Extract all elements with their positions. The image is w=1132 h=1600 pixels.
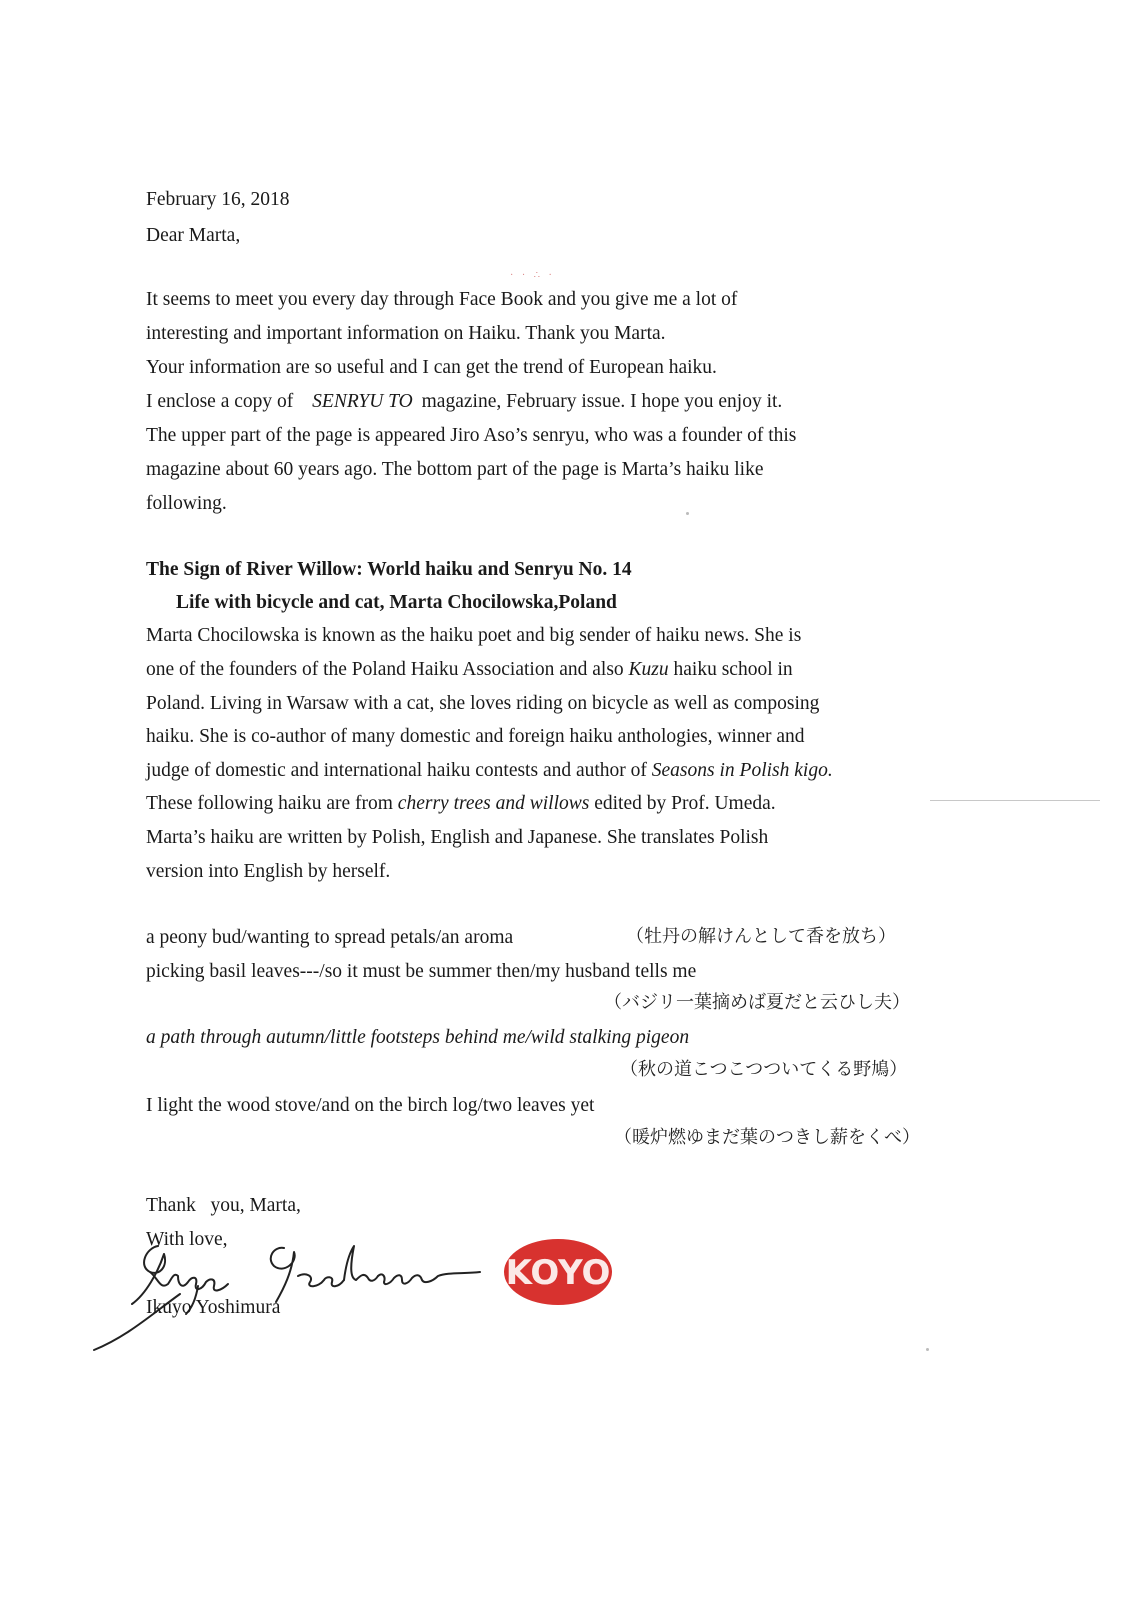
haiku-2-japanese: （バジリ一葉摘めば夏だと云ひし夫） bbox=[604, 992, 910, 1013]
intro-line-1: It seems to meet you every day through Face Book and you give me a lot of bbox=[146, 289, 738, 310]
closing-name: Ikuyo Yoshimura bbox=[146, 1297, 281, 1318]
faint-red-mark: · · ∴ · bbox=[510, 270, 555, 281]
haiku-3-english: a path through autumn/little footsteps behind me/wild stalking pigeon bbox=[146, 1027, 690, 1048]
red-seal-stamp bbox=[502, 1234, 616, 1310]
closing-love: With love, bbox=[146, 1229, 228, 1250]
scan-hairline bbox=[930, 800, 1100, 801]
bio-line-3: Poland. Living in Warsaw with a cat, she loves riding on bicycle as well as composing bbox=[146, 693, 820, 714]
intro-line-6: magazine about 60 years ago. The bottom part of the page is Marta’s haiku like bbox=[146, 459, 764, 480]
intro-line-2: interesting and important information on Haiku. Thank you Marta. bbox=[146, 323, 666, 344]
bio-line-2-before: one of the founders of the Poland Haiku Association and also bbox=[146, 659, 624, 680]
scan-speck bbox=[926, 1348, 929, 1351]
enclose-before: I enclose a copy of bbox=[146, 391, 294, 412]
book-title-seasons: Seasons in Polish kigo. bbox=[651, 760, 833, 781]
article-subtitle: Life with bicycle and cat, Marta Chocilowska,Poland bbox=[176, 592, 617, 613]
article-title: The Sign of River Willow: World haiku and Senryu No. 14 bbox=[146, 559, 632, 580]
bio-line-2 bbox=[146, 658, 793, 682]
scan-speck bbox=[686, 512, 689, 515]
handwritten-signature bbox=[88, 1232, 528, 1352]
bio-line-5-before: judge of domestic and international haiku contests and author of bbox=[146, 760, 647, 781]
kuzu-school: Kuzu bbox=[628, 659, 669, 680]
haiku-4-japanese: （暖炉燃ゆまだ葉のつきし薪をくべ） bbox=[614, 1127, 920, 1148]
enclose-after: magazine, February issue. I hope you enjoy it. bbox=[421, 391, 783, 412]
bio-line-6-after: edited by Prof. Umeda. bbox=[594, 793, 776, 814]
intro-line-3: Your information are so useful and I can get the trend of European haiku. bbox=[146, 357, 717, 378]
intro-line-5: The upper part of the page is appeared Jiro Aso’s senryu, who was a founder of this bbox=[146, 425, 797, 446]
letter-date: February 16, 2018 bbox=[146, 189, 290, 210]
haiku-1-english: a peony bud/wanting to spread petals/an aroma bbox=[146, 927, 514, 948]
bio-line-6-before: These following haiku are from bbox=[146, 793, 393, 814]
bio-line-5 bbox=[146, 759, 833, 783]
haiku-1-japanese: （牡丹の解けんとして香を放ち） bbox=[626, 926, 896, 947]
closing-thanks: Thank you, Marta, bbox=[146, 1195, 301, 1216]
haiku-4-english: I light the wood stove/and on the birch log/two leaves yet bbox=[146, 1095, 595, 1116]
magazine-title: SENRYU TO bbox=[312, 391, 413, 412]
haiku-3-japanese: （秋の道こつこつついてくる野鳩） bbox=[620, 1059, 908, 1080]
book-title-cherry: cherry trees and willows bbox=[397, 793, 590, 814]
bio-line-7: Marta’s haiku are written by Polish, English and Japanese. She translates Polish bbox=[146, 827, 769, 848]
bio-line-1: Marta Chocilowska is known as the haiku poet and big sender of haiku news. She is bbox=[146, 625, 802, 646]
enclose-line bbox=[146, 390, 782, 414]
salutation: Dear Marta, bbox=[146, 225, 241, 246]
seal-text: KOYO bbox=[505, 1253, 611, 1293]
bio-line-2-after: haiku school in bbox=[673, 659, 793, 680]
bio-line-6 bbox=[146, 792, 776, 816]
haiku-2-english: picking basil leaves---/so it must be summer then/my husband tells me bbox=[146, 961, 697, 982]
intro-line-7: following. bbox=[146, 493, 227, 514]
bio-line-4: haiku. She is co-author of many domestic and foreign haiku anthologies, winner and bbox=[146, 726, 805, 747]
bio-line-8: version into English by herself. bbox=[146, 861, 391, 882]
